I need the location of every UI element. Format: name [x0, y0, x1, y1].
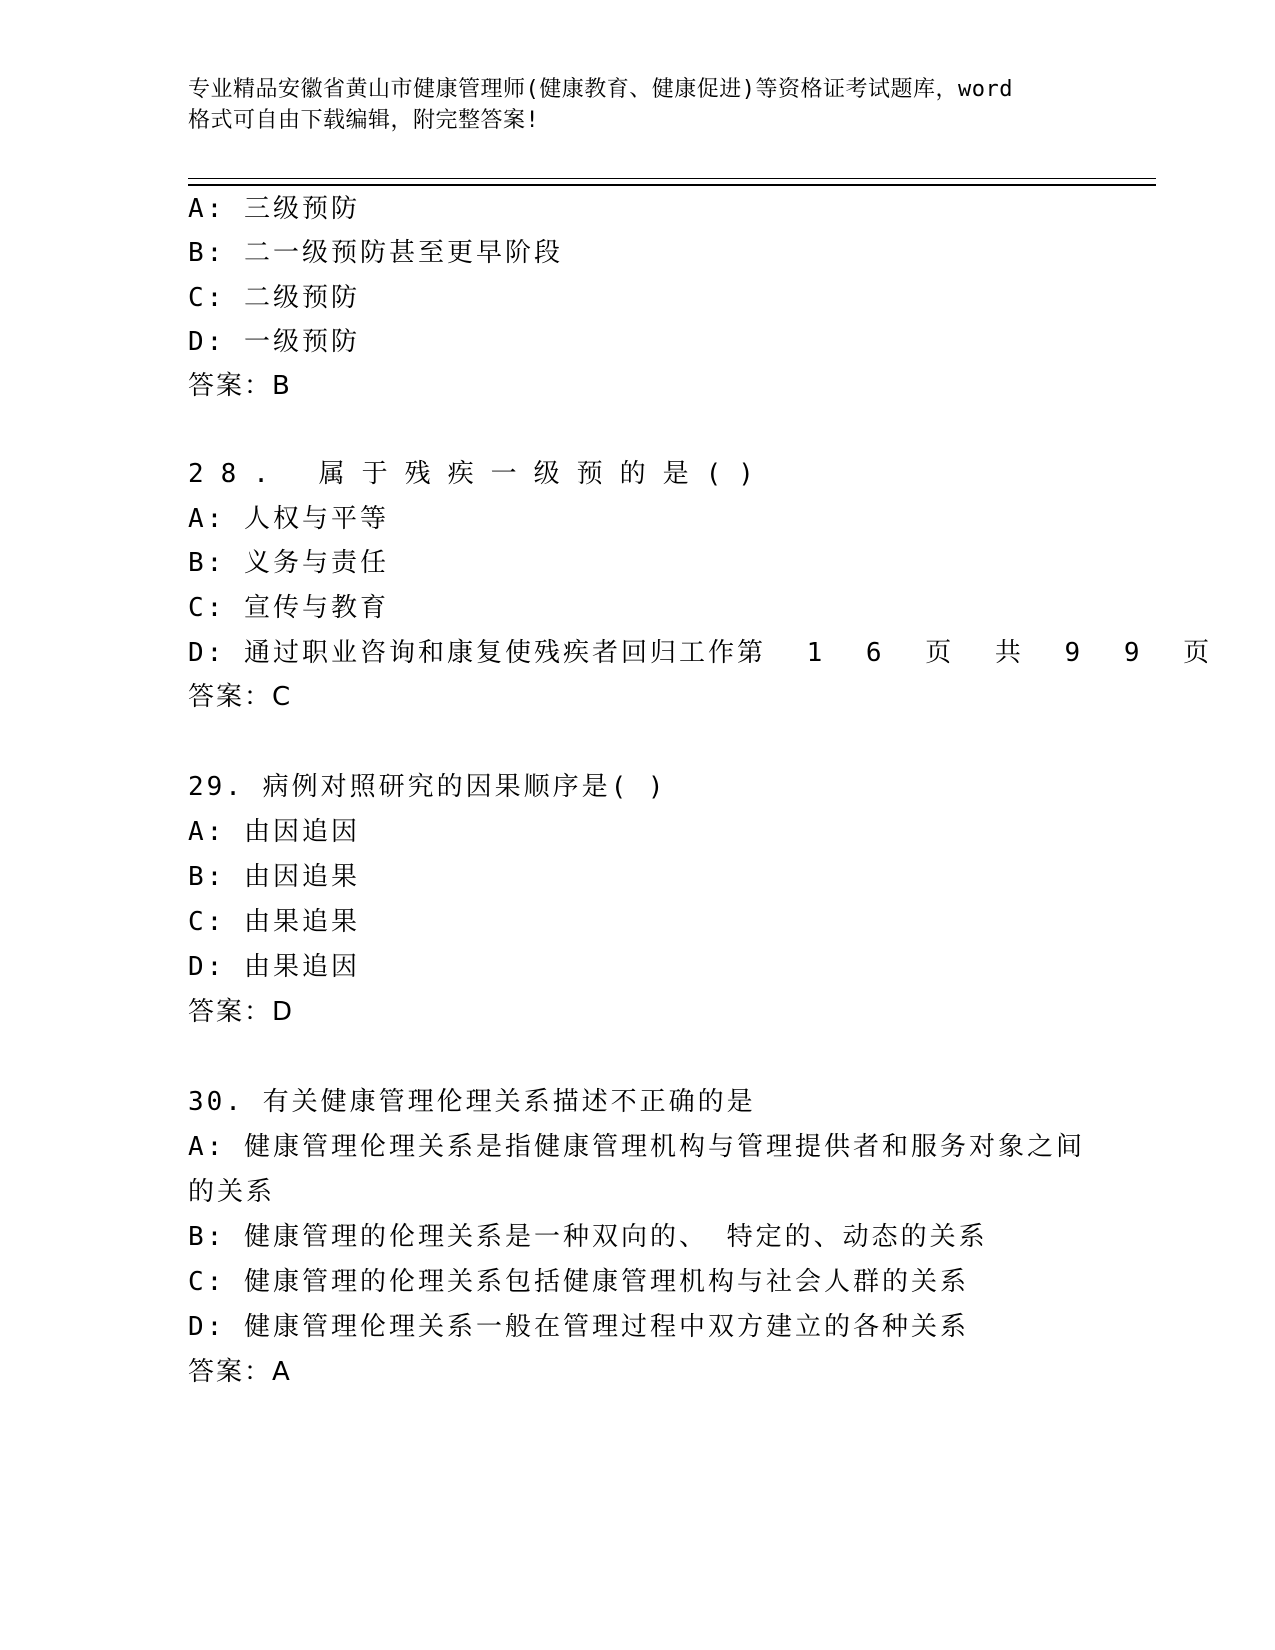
- q30-option-a-line2: 的关系: [188, 1177, 276, 1207]
- header-divider-thick: [188, 184, 1156, 186]
- q30-option-a-line1: A: 健康管理伦理关系是指健康管理机构与管理提供者和服务对象之间: [188, 1132, 1085, 1162]
- q28-answer: 答案：C: [188, 682, 293, 712]
- q29-option-b: B: 由因追果: [188, 862, 360, 892]
- q27-answer: 答案：B: [188, 371, 292, 401]
- q30-option-b: B: 健康管理的伦理关系是一种双向的、 特定的、动态的关系: [188, 1222, 988, 1252]
- q29-option-a: A: 由因追因: [188, 817, 360, 847]
- q27-option-a: A: 三级预防: [188, 194, 360, 224]
- q28-option-d: D: 通过职业咨询和康复使残疾者回归工作: [188, 638, 737, 668]
- q28-option-b: B: 义务与责任: [188, 548, 389, 578]
- q29-answer: 答案：D: [188, 997, 295, 1027]
- header-line-2: 格式可自由下载编辑，附完整答案!: [188, 108, 540, 133]
- page-number-marker: 第 1 6 页 共 9 9 页: [736, 638, 1224, 668]
- q30-option-c: C: 健康管理的伦理关系包括健康管理机构与社会人群的关系: [188, 1267, 969, 1297]
- document-header: [188, 74, 1088, 136]
- header-divider-thin: [188, 178, 1156, 179]
- q27-option-d: D: 一级预防: [188, 327, 360, 357]
- q30-answer: 答案：A: [188, 1357, 292, 1387]
- q30-question: 30. 有关健康管理伦理关系描述不正确的是: [188, 1087, 756, 1117]
- q28-option-d-row: [188, 636, 1223, 670]
- q29-question: 29. 病例对照研究的因果顺序是( ): [188, 772, 667, 802]
- q27-option-b: B: 二一级预防甚至更早阶段: [188, 238, 563, 268]
- q28-question: 28. 属于残疾一级预的是(): [188, 459, 771, 489]
- q27-option-c: C: 二级预防: [188, 283, 360, 313]
- q30-option-d: D: 健康管理伦理关系一般在管理过程中双方建立的各种关系: [188, 1312, 969, 1342]
- q28-option-c: C: 宣传与教育: [188, 593, 389, 623]
- header-line-1: 专业精品安徽省黄山市健康管理师(健康教育、健康促进)等资格证考试题库，word: [188, 77, 1013, 102]
- q29-option-d: D: 由果追因: [188, 952, 360, 982]
- q28-option-a: A: 人权与平等: [188, 504, 389, 534]
- q29-option-c: C: 由果追果: [188, 907, 360, 937]
